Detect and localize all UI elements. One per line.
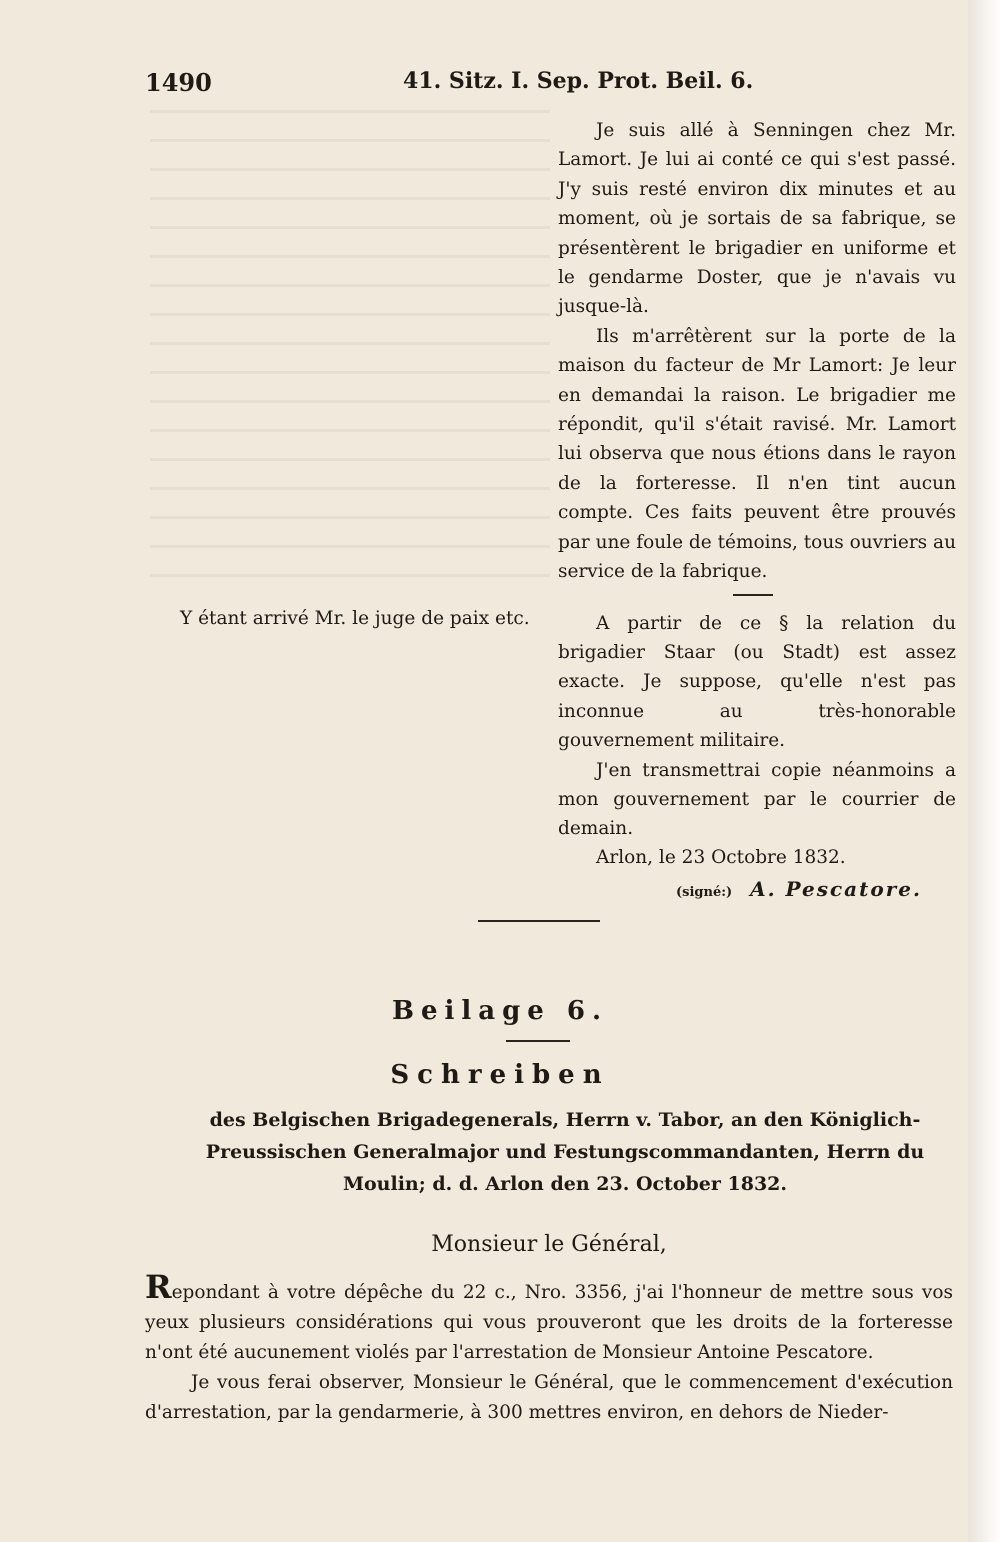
letter-body: [145, 1268, 953, 1428]
signature-label: (signé:): [676, 885, 733, 900]
signature-line: [676, 872, 922, 910]
section-divider: [733, 594, 773, 596]
section-divider: [478, 920, 600, 922]
page-header: [145, 68, 960, 104]
paragraph: Je suis allé à Senningen chez Mr. Lamort. Je lui ai conté ce qui s'est passé. J'y suis resté environ dix minutes et au moment, où je sortais de sa fabrique, se présentèrent le brigadier en uniforme et le gendarme Doster, que je n'avais vu jusque-là.: [558, 120, 956, 318]
paragraph-text: epondant à votre dépêche du 22 c., Nro. 3356, j'ai l'honneur de mettre sous vos yeux plusieurs considérations qui vous prouveront que les droits de la forteresse n'ont été aucunement violés par l'arrestation de Monsieur Antoine Pescatore.: [145, 1282, 953, 1363]
letter-title: Schreiben: [390, 1060, 610, 1090]
page-edge: [968, 0, 1000, 1542]
appendix-title: Beilage 6.: [391, 996, 609, 1026]
signature-block: [596, 843, 922, 910]
paragraph: Je vous ferai observer, Monsieur le Général, que le commencement d'exécution d'arrestation, par la gendarmerie, à 300 mettres environ, en dehors de Nieder-: [145, 1372, 953, 1423]
signature-name: A. Pescatore.: [750, 877, 922, 901]
paragraph: J'en transmettrai copie néanmoins a mon gouvernement par le courrier de demain.: [558, 759, 956, 840]
title-divider: [506, 1040, 570, 1042]
salutation: Monsieur le Général,: [431, 1232, 667, 1257]
show-through-text: [150, 110, 550, 590]
running-head: 41. Sitz. I. Sep. Prot. Beil. 6.: [403, 68, 754, 94]
paragraph: Ils m'arrêtèrent sur la porte de la maison du facteur de Mr Lamort: Je leur en demandai la raison. Le brigadier me répondit, qu'il s'était ravisé. Mr. Lamort lui observa que nous étions dans le rayon de la forteresse. Il n'en tint aucun compte. Ces faits peuvent être prouvés par une foule de témoins, tous ouvriers au service de la fabrique.: [558, 325, 956, 583]
signature-date: Arlon, le 23 Octobre 1832.: [596, 847, 846, 868]
margin-note: Y étant arrivé Mr. le juge de paix etc.: [180, 608, 530, 629]
paragraph: [145, 1268, 953, 1368]
page-number: 1490: [145, 68, 212, 97]
paragraph: A partir de ce § la relation du brigadier Staar (ou Stadt) est assez exacte. Je suppose, qu'elle n'est pas inconnue au très-honorable gouvernement militaire.: [558, 612, 956, 752]
letter-address: des Belgischen Brigadegenerals, Herrn v. Tabor, an den Königlich-Preussischen Generalmajor und Festungscommandanten, Herrn du Moulin; d. d. Arlon den 23. October 1832.: [205, 1109, 925, 1195]
right-column: [558, 116, 956, 844]
drop-cap: R: [145, 1268, 172, 1306]
